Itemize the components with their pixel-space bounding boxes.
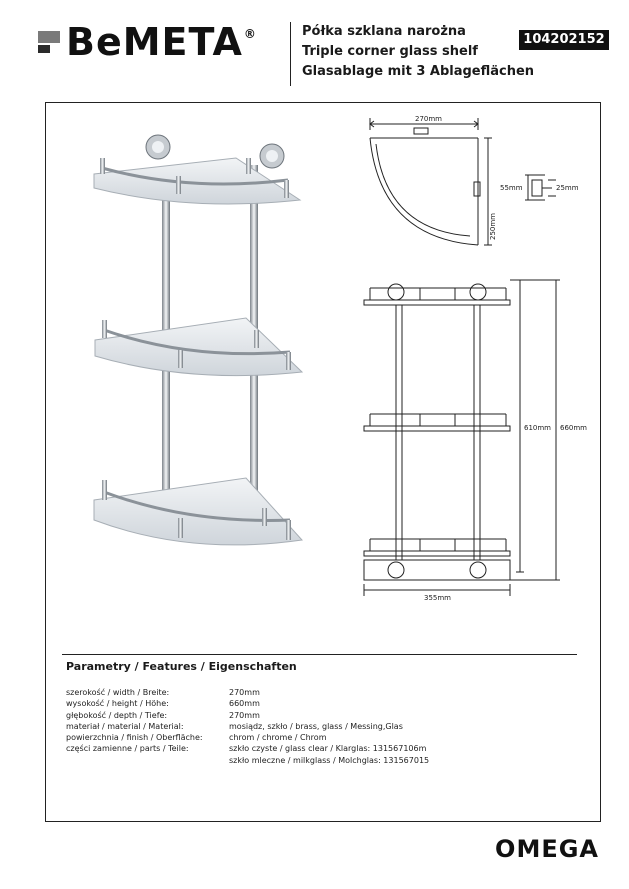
dim-front-width: 355mm <box>424 594 451 602</box>
product-code-badge: 104202152 <box>519 30 609 50</box>
spec-label: części zamienne / parts / Teile: <box>66 744 189 754</box>
spec-value: mosiądz, szkło / brass, glass / Messing,Glas <box>229 721 403 731</box>
dim-inner-height: 610mm <box>524 424 551 432</box>
title-en: Triple corner glass shelf <box>302 44 478 59</box>
spec-label: wysokość / height / Höhe: <box>66 699 169 709</box>
dim-top-depth: 250mm <box>489 213 497 240</box>
spec-row <box>66 687 429 698</box>
spec-label: materiał / material / Material: <box>66 721 184 731</box>
spec-label: głębokość / depth / Tiefe: <box>66 710 168 720</box>
product-photo <box>94 135 302 545</box>
title-pl: Półka szklana narożna <box>302 24 466 39</box>
spec-value: szkło mleczne / milkglass / Molchglas: 131567015 <box>229 755 430 765</box>
spec-label: szerokość / width / Breite: <box>66 688 170 697</box>
spec-value: 270mm <box>229 688 260 697</box>
title-de: Glasablage mit 3 Ablageflächen <box>302 64 535 79</box>
specs-table <box>66 687 429 766</box>
spec-row <box>66 721 429 732</box>
spec-row <box>66 698 429 709</box>
spec-row <box>66 710 429 721</box>
spec-value: 270mm <box>229 710 260 720</box>
dim-top-width: 270mm <box>415 115 442 123</box>
dim-total-height: 660mm <box>560 424 587 432</box>
registered-mark: ® <box>243 27 256 41</box>
spec-label: powierzchnia / finish / Oberfläche: <box>66 733 203 743</box>
spec-value: chrom / chrome / Chrom <box>229 733 327 743</box>
dim-bracket-b: 25mm <box>556 184 579 192</box>
spec-row <box>66 755 429 766</box>
brand-name: BeMETA <box>66 20 243 64</box>
spec-label <box>66 755 229 766</box>
spec-row <box>66 743 429 754</box>
series-name: OMEGA <box>495 835 599 863</box>
specs-divider <box>62 654 577 655</box>
spec-row <box>66 732 429 743</box>
spec-value: szkło czyste / glass clear / Klarglas: 131567106m <box>229 744 427 754</box>
dim-bracket-a: 55mm <box>500 184 523 192</box>
spec-value: 660mm <box>229 699 260 709</box>
front-view-drawing <box>364 280 560 596</box>
top-view-drawing <box>370 118 556 245</box>
specs-title: Parametry / Features / Eigenschaften <box>66 660 297 673</box>
